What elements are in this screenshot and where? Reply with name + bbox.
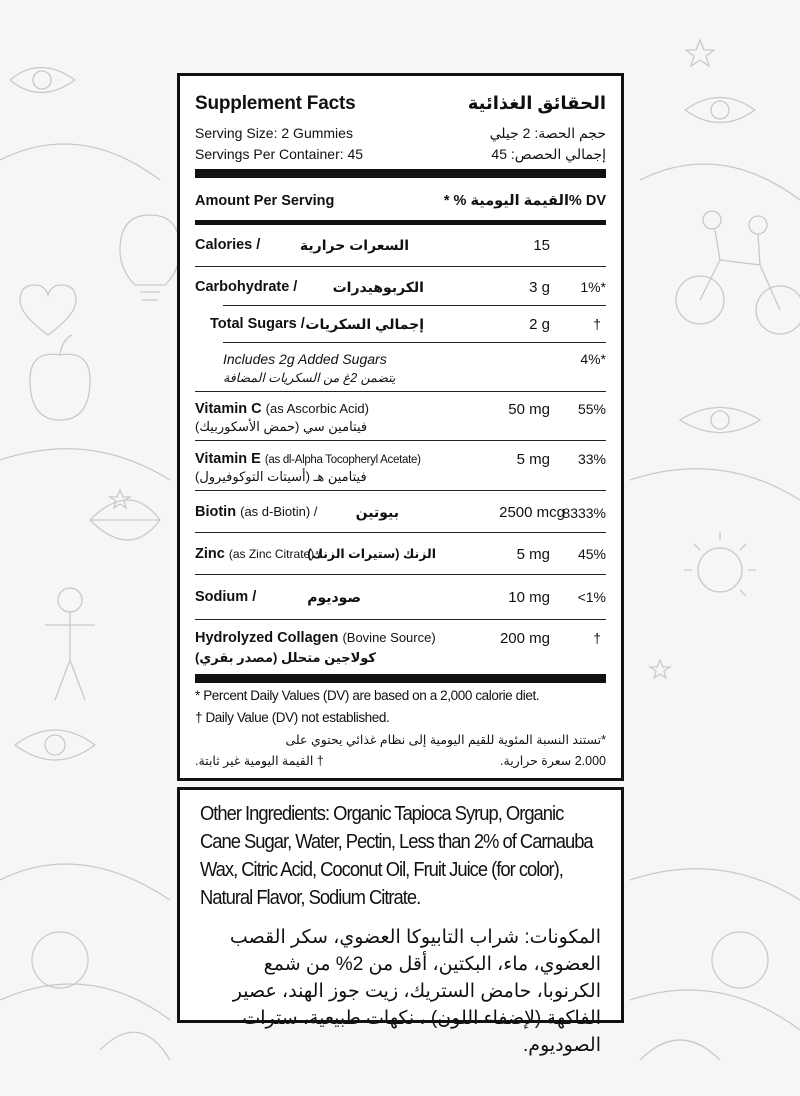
sodium-label-ar: صوديوم <box>307 589 361 605</box>
total-sugars-dv: † <box>593 316 601 332</box>
total-sugars-label-en: Total Sugars / <box>210 316 305 332</box>
mid-divider <box>195 220 606 225</box>
vitamin-c-label-ar: فيتامين سي (حمض الأسكوربيك) <box>195 419 368 434</box>
carbohydrate-label-en: Carbohydrate / <box>195 279 298 295</box>
collagen-label-ar: كولاجين متحلل (مصدر بقري) <box>195 650 376 665</box>
lightbulb-icon <box>120 215 180 300</box>
thick-divider <box>195 169 606 178</box>
dv-footnote-ar-line1: *تستند النسبة المئوية للقيم اليومية إلى نظام غذائي يحتوي على <box>285 733 606 747</box>
vitamin-c-source: (as Ascorbic Acid) <box>265 401 369 416</box>
person-icon <box>45 588 95 700</box>
collagen-source: (Bovine Source) <box>342 630 436 645</box>
divider <box>195 619 606 620</box>
calories-amount: 15 <box>533 237 550 254</box>
heart-icon <box>20 285 76 335</box>
added-sugars-label-en: Includes 2g Added Sugars <box>223 351 387 367</box>
zinc-dv: 45% <box>577 546 606 562</box>
zinc-amount: 5 mg <box>516 546 550 563</box>
dv-footnote-ar-line2: 2.000 سعرة حرارية. <box>500 754 606 768</box>
vitamin-e-source: (as dl-Alpha Tocopheryl Acetate) <box>264 454 421 466</box>
divider <box>195 532 606 533</box>
zinc-source: (as Zinc Citrate) / <box>228 547 321 561</box>
collagen-name: Hydrolyzed Collagen <box>195 630 339 646</box>
calories-label-ar: السعرات حرارية <box>299 237 409 253</box>
zinc-name: Zinc <box>195 546 225 562</box>
eye-icon <box>10 68 75 93</box>
vitamin-c-name: Vitamin C <box>195 401 262 417</box>
sodium-label-en: Sodium / <box>195 589 257 605</box>
carbohydrate-label-ar: الكربوهيدرات <box>332 279 424 295</box>
collagen-amount: 200 mg <box>499 630 550 647</box>
vitamin-e-name: Vitamin E <box>195 451 261 467</box>
collagen-dv: † <box>593 630 601 646</box>
calories-label-en: Calories / <box>195 237 261 253</box>
biotin-amount: 2500 mcg <box>499 504 565 521</box>
divider <box>195 391 606 392</box>
vitamin-c-label-en <box>195 401 369 417</box>
ingredients-en: Other Ingredients: Organic Tapioca Syrup, Organic Cane Sugar, Water, Pectin, Less than 2% of Carnauba Wax, Citric Acid, Coconut Oil, Fruit Juice (for color), Natural Flavor, Sodium Citrate. <box>200 803 593 909</box>
vitamin-e-dv: 33% <box>577 451 606 467</box>
added-sugars-label-ar: يتضمن 2غ من السكريات المضافة <box>223 371 396 385</box>
vitamin-e-amount: 5 mg <box>516 451 550 468</box>
biotin-name: Biotin <box>195 504 237 520</box>
eye-icon <box>15 730 95 760</box>
divider <box>223 342 606 343</box>
thick-divider <box>195 674 606 683</box>
eye-icon <box>685 98 755 123</box>
biotin-dv: 8333% <box>562 505 606 521</box>
biotin-label-en <box>195 504 317 520</box>
divider <box>223 305 606 306</box>
added-sugars-dv: 4%* <box>580 351 606 367</box>
title-ar: الحقائق الغذائية <box>467 93 606 113</box>
total-sugars-amount: 2 g <box>529 316 550 333</box>
vitamin-c-amount: 50 mg <box>508 401 550 418</box>
divider <box>195 490 606 491</box>
cyclists-icon <box>676 211 800 334</box>
biotin-label-ar: بيوتين <box>355 504 399 520</box>
serving-size-en: Serving Size: 2 Gummies <box>195 125 353 141</box>
eye-icon <box>680 408 760 433</box>
biotin-source: (as d-Biotin) / <box>240 504 318 519</box>
supplement-facts-panel <box>177 73 624 781</box>
sun-icon <box>684 532 756 596</box>
ingredients-ar: المكونات: شراب التابيوكا العضوي، سكر القصب العضوي، ماء، البكتين، أقل من 2% من شمع الكرنوبا، حامض الستريك، زيت جوز الهند، عصير الفاكهة (لإضفاء اللون) ، نكهات طبيعية، سترات الصوديوم. <box>229 927 601 1056</box>
ingredients-panel <box>177 787 624 1056</box>
zinc-label-ar: الزنك (ستيرات الزنك) <box>307 547 436 561</box>
divider <box>195 440 606 441</box>
vitamin-e-label-ar: فيتامين هـ (أسيتات التوكوفيرول) <box>195 469 367 484</box>
apple-icon <box>30 335 90 420</box>
dv-header: DV %القيمة اليومية % * <box>443 193 606 209</box>
title-en: Supplement Facts <box>195 93 356 114</box>
zinc-label-en <box>195 546 321 562</box>
sodium-amount: 10 mg <box>508 589 550 606</box>
sodium-dv: <1% <box>577 589 606 605</box>
carbohydrate-amount: 3 g <box>529 279 550 296</box>
serving-size-ar: حجم الحصة: 2 جيلي <box>489 125 606 141</box>
dagger-footnote-ar: † القيمة اليومية غير ثابتة. <box>195 754 324 768</box>
dv-footnote-en: * Percent Daily Values (DV) are based on a 2,000 calorie diet. <box>195 688 540 703</box>
amount-per-serving-header: Amount Per Serving <box>195 193 335 209</box>
vitamin-c-dv: 55% <box>577 401 606 417</box>
collagen-label-en <box>195 630 436 646</box>
servings-per-container-ar: إجمالي الحصص: 45 <box>491 146 606 162</box>
divider <box>195 574 606 575</box>
servings-per-container-en: Servings Per Container: 45 <box>195 146 364 162</box>
total-sugars-label-ar: إجمالي السكريات <box>305 316 424 332</box>
carbohydrate-dv: 1%* <box>580 279 606 295</box>
dagger-footnote-en: † Daily Value (DV) not established. <box>195 710 390 725</box>
divider <box>195 266 606 267</box>
vitamin-e-label-en <box>195 451 421 467</box>
